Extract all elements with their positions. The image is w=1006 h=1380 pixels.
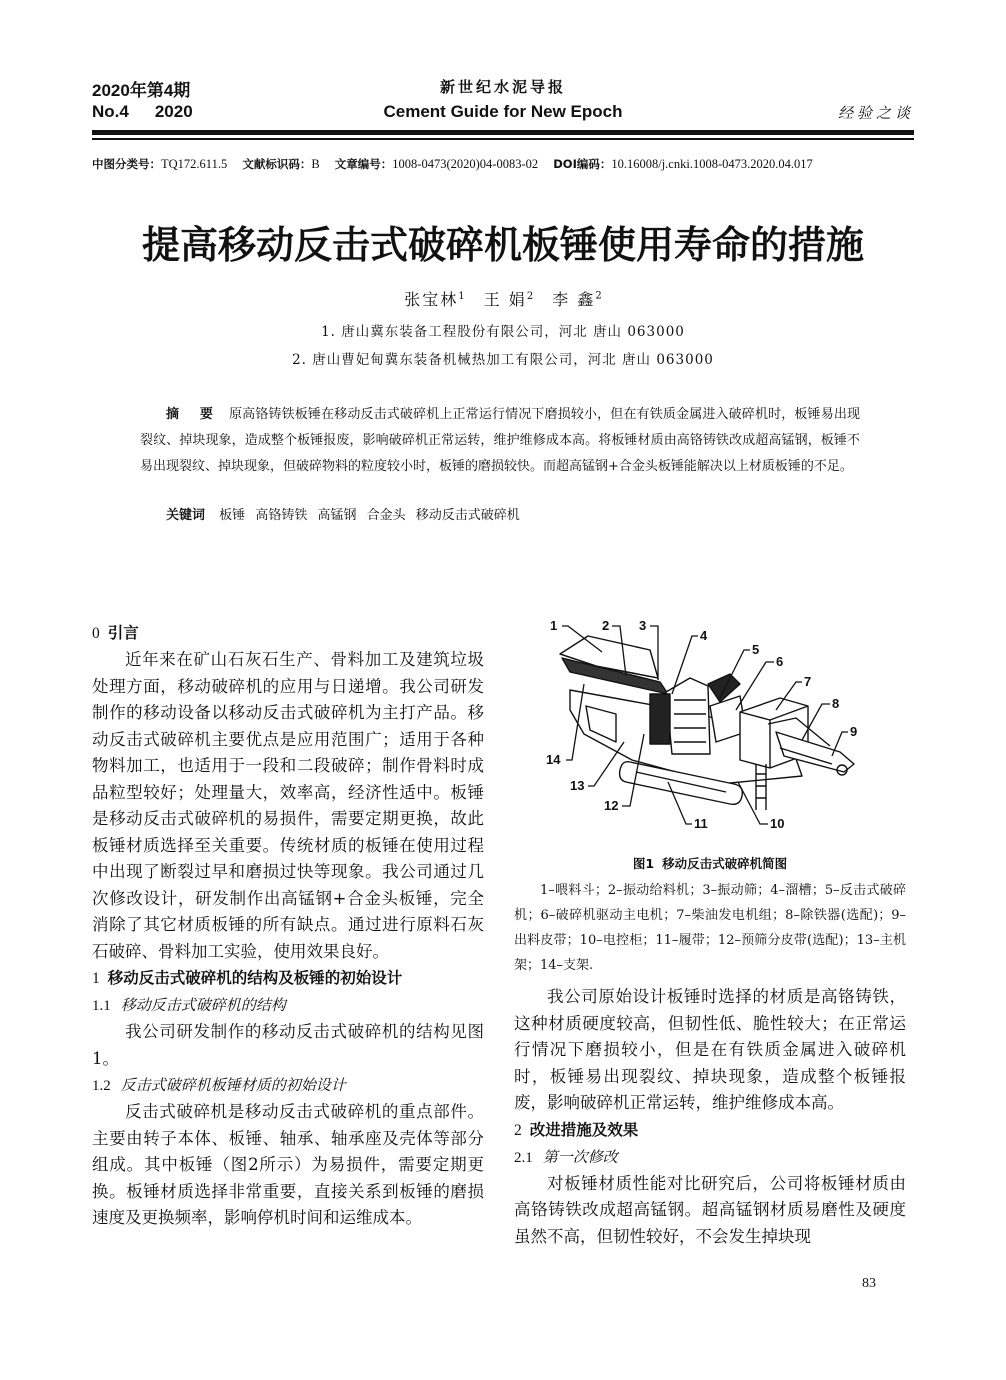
paragraph-2-1: 对板锤材质性能对比研究后，公司将板锤材质由高铬铸铁改成超高锰钢。超高锰钢材质易磨性及硬度虽然不高，但韧性较好，不会发生掉块现 [514, 1173, 906, 1246]
section-title: 移动反击式破碎机的结构及板锤的初始设计 [107, 969, 403, 987]
clc-value: TQ172.611.5 [161, 157, 228, 171]
journal-name-en: Cement Guide for New Epoch [383, 102, 623, 121]
abstract-label: 摘 要 [166, 407, 221, 422]
section-number: 0 [92, 625, 100, 642]
affiliation-1: 1. 唐山冀东装备工程股份有限公司，河北 唐山 063000 [321, 324, 685, 340]
subsection-number: 2.1 [514, 1149, 533, 1166]
subsection-number: 1.2 [92, 1078, 111, 1094]
subsection-heading-1-2 [92, 1072, 484, 1099]
callout-4: 4 [700, 628, 708, 643]
doi-value: 10.16008/j.cnki.1008-0473.2020.04.017 [611, 157, 813, 171]
keywords [140, 506, 860, 526]
left-column [92, 620, 484, 1232]
author-affiliation-mark: 2 [526, 290, 534, 302]
keyword: 板锤 [219, 508, 246, 523]
keyword: 移动反击式破碎机 [415, 508, 520, 523]
classification-line [92, 156, 813, 172]
header-rule-thin [92, 138, 914, 140]
crusher-diagram [540, 614, 870, 842]
affiliation-2: 2. 唐山曹妃甸冀东装备机械热加工有限公司，河北 唐山 063000 [292, 352, 714, 368]
article-title: 提高移动反击式破碎机板锤使用寿命的措施 [141, 222, 864, 267]
author-affiliation-mark: 2 [595, 290, 602, 302]
figure-number: 图1 [632, 856, 655, 871]
figure-1 [540, 614, 870, 842]
keywords-label: 关键词 [166, 508, 206, 523]
leader-10 [738, 782, 768, 824]
callout-13: 13 [570, 778, 585, 793]
paragraph-1-1: 我公司研发制作的移动反击式破碎机的结构见图1。 [92, 1022, 484, 1068]
header-rule-thick [92, 130, 914, 135]
article-no-value: 1008-0473(2020)04-0083-02 [392, 157, 539, 171]
subsection-title: 移动反击式破碎机的结构 [120, 996, 286, 1014]
column-name: 经验之谈 [837, 104, 914, 122]
subsection-heading-2-1 [514, 1144, 906, 1171]
callout-11: 11 [694, 816, 708, 831]
doc-code-label: 文献标识码： [242, 157, 312, 171]
issue-number: No.4 [92, 102, 129, 121]
callout-3: 3 [639, 618, 647, 633]
callout-6: 6 [776, 654, 784, 669]
author-name: 李 鑫 [552, 290, 596, 309]
callout-8: 8 [832, 696, 840, 711]
subsection-title: 第一次修改 [542, 1147, 618, 1166]
crusher-drawing [560, 636, 854, 810]
figure-title: 移动反击式破碎机简图 [662, 856, 788, 871]
section-heading-2 [514, 1117, 906, 1144]
right-column [514, 984, 906, 1250]
page-number: 83 [862, 1276, 876, 1291]
crusher-dark-part [650, 694, 670, 744]
paragraph-1-2b: 我公司原始设计板锤时选择的材质是高铬铸铁，这种材质硬度较高，但韧性低、脆性较大；在正常运行情况下磨损较小，但是在有铁质金属进入破碎机时，板锤易出现裂纹、掉块现象，造成整个板锤报废，影响破碎机正常运转，维护维修成本高。 [514, 987, 906, 1112]
section-heading-0 [92, 620, 484, 647]
figure-1-caption [514, 854, 906, 872]
abstract [140, 402, 860, 480]
journal-name-cn: 新世纪水泥导报 [439, 78, 566, 96]
callout-12: 12 [604, 798, 619, 813]
section-title: 改进措施及效果 [529, 1120, 639, 1139]
callout-5: 5 [752, 642, 760, 657]
section-heading-1 [92, 965, 484, 992]
author-list [0, 287, 1006, 310]
callout-7: 7 [804, 674, 812, 689]
callout-9: 9 [850, 724, 858, 739]
paragraph-1-2a: 反击式破碎机是移动反击式破碎机的重点部件。主要由转子本体、板锤、轴承、轴承座及壳体等部分组成。其中板锤（图2所示）为易损件，需要定期更换。板锤材质选择非常重要，直接关系到板锤的磨损速度及更换频率，影响停机时间和运维成本。 [92, 1102, 484, 1227]
subsection-title: 反击式破碎机板锤材质的初始设计 [120, 1076, 346, 1094]
callout-10: 10 [770, 816, 785, 831]
section-title: 引言 [107, 624, 139, 642]
section-number: 2 [514, 1121, 522, 1139]
article-no-label: 文章编号： [334, 157, 393, 171]
author-name: 张宝林 [404, 290, 459, 309]
callout-1: 1 [550, 618, 558, 633]
subsection-number: 1.1 [92, 998, 111, 1014]
issue-year: 2020 [154, 102, 193, 121]
keyword: 高铬铸铁 [255, 508, 308, 523]
doi-label: DOI编码： [553, 157, 612, 171]
author-name: 王 娟 [483, 290, 527, 309]
paragraph-intro: 近年来在矿山石灰石生产、骨料加工及建筑垃圾处理方面，移动破碎机的应用与日递增。我公司研发制作的移动设备以移动反击式破碎机为主打产品。移动反击式破碎机主要优点是应用范围广；适用于各种物料加工，也适用于一段和二段破碎；制作骨料时成品粒型较好；处理量大，效率高，经济性适中。板锤是移动反击式破碎机的易损件，需要定期更换，故此板锤材质选择至关重要。传统材质的板锤在使用过程中出现了断裂过早和磨损过快等现象。我公司通过几次修改设计，研发制作出高锰钢+合金头板锤，完全消除了其它材质板锤的所有缺点。通过进行原料石灰石破碎、骨料加工实验，使用效果良好。 [92, 650, 484, 961]
callout-2: 2 [602, 618, 610, 633]
doc-code-value: B [311, 157, 320, 171]
callout-14: 14 [546, 752, 561, 767]
subsection-heading-1-1 [92, 992, 484, 1019]
issue-cn: 2020年第4期 [92, 81, 191, 100]
abstract-text: 原高铬铸铁板锤在移动反击式破碎机上正常运行情况下磨损较小，但在有铁质金属进入破碎机时，板锤易出现裂纹、掉块现象，造成整个板锤报废，影响破碎机正常运转，维护维修成本高。将板锤材质由高铬铸铁改成超高锰钢，板锤不易出现裂纹、掉块现象，但破碎物料的粒度较小时，板锤的磨损较快。而超高锰钢+合金头板锤能解决以上材质板锤的不足。 [140, 407, 860, 474]
section-number: 1 [92, 970, 100, 987]
keyword: 合金头 [366, 508, 406, 523]
clc-label: 中图分类号： [92, 157, 161, 171]
figure-1-legend: 1–喂料斗；2–振动给料机；3–振动筛；4–溜槽；5–反击式破碎机；6–破碎机驱动主电机；7–柴油发电机组；8–除铁器(选配)；9–出料皮带；10–电控柜；11–履带；12–预筛分皮带(选配)；13–主机架；14–支架. [514, 883, 906, 973]
keyword: 高锰钢 [317, 508, 357, 523]
author-affiliation-mark: 1 [458, 290, 465, 302]
